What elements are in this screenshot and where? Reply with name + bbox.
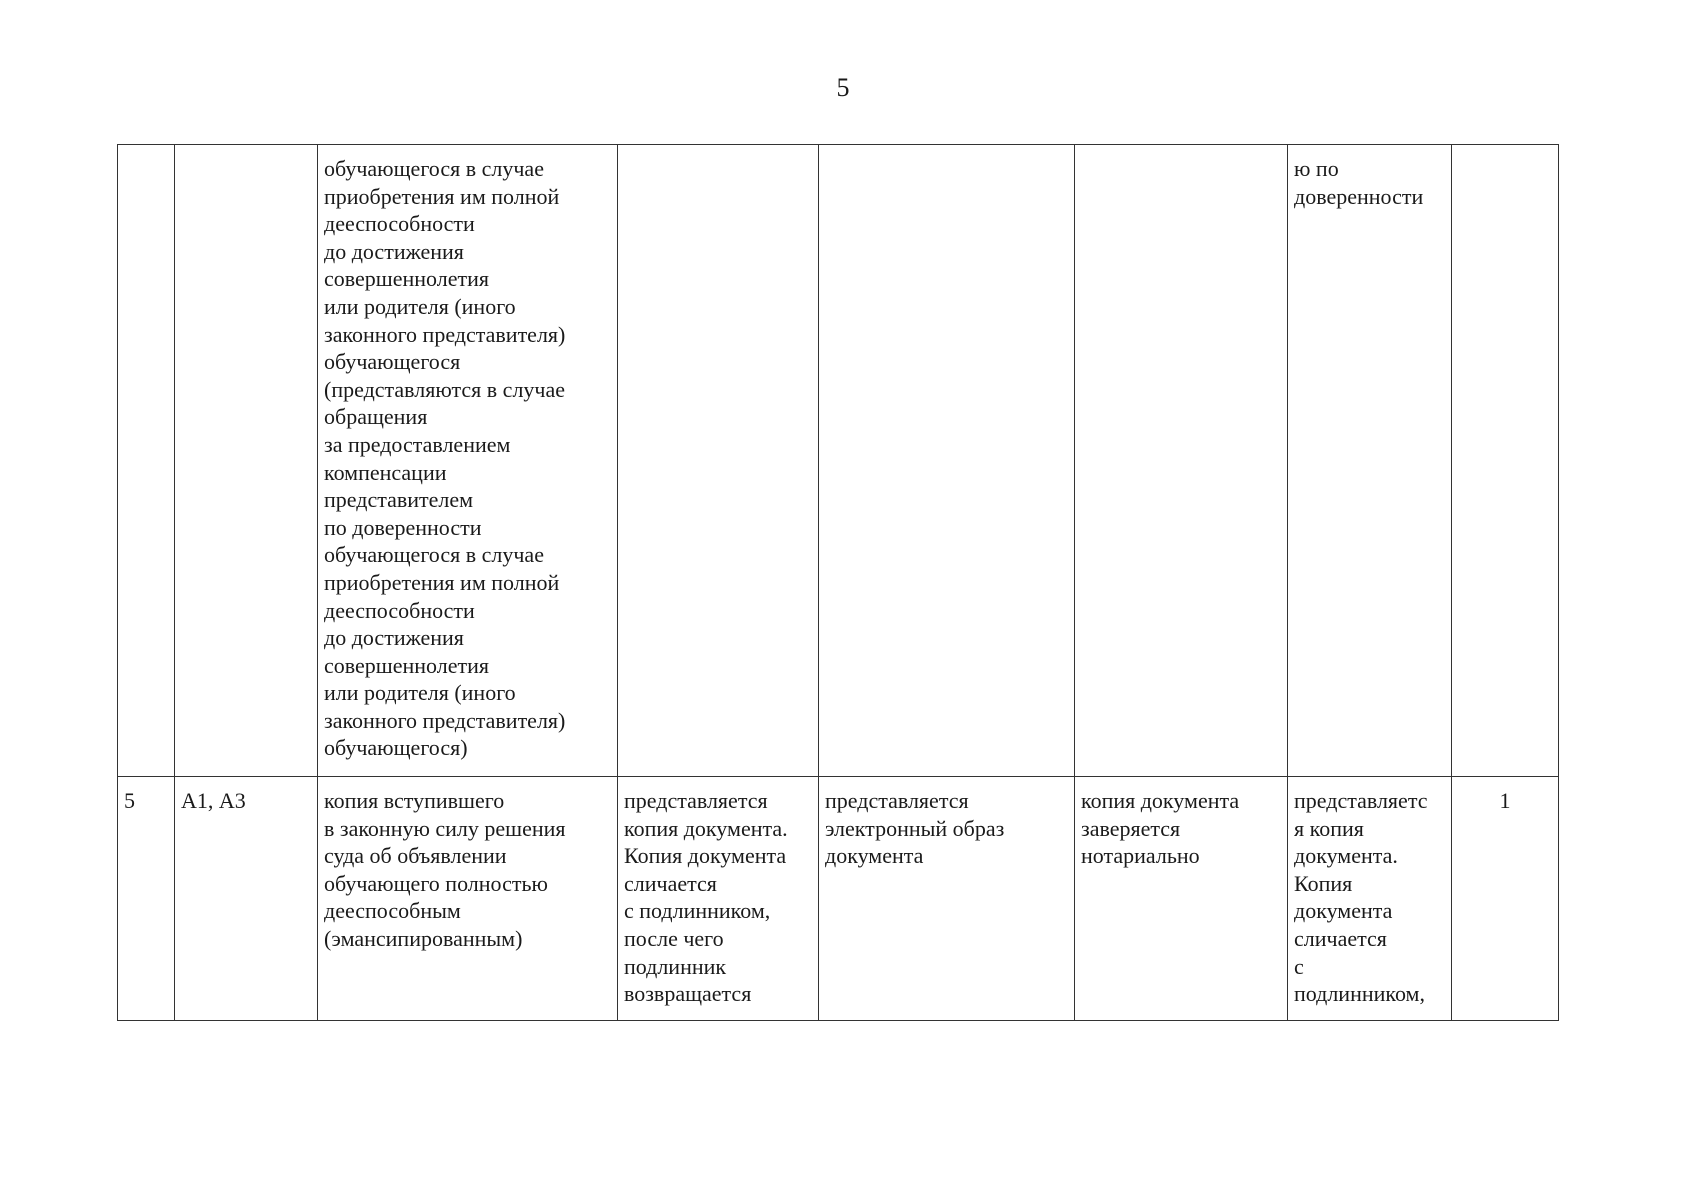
cell-category — [175, 145, 318, 777]
cell-electronic: представляется электронный образ документа — [819, 777, 1075, 1021]
cell-number: 5 — [118, 777, 175, 1021]
cell-category: А1, А3 — [175, 777, 318, 1021]
table-row-continuation — [118, 145, 1559, 777]
cell-in-person — [618, 145, 819, 777]
cell-count: 1 — [1452, 777, 1559, 1021]
cell-mfc: представляетс я копия документа. Копия документа сличается с подлинником, — [1288, 777, 1452, 1021]
cell-in-person: представляется копия документа. Копия документа сличается с подлинником, после чего подлинник возвращается — [618, 777, 819, 1021]
table-row — [118, 777, 1559, 1021]
cell-number — [118, 145, 175, 777]
cell-document-name: копия вступившего в законную силу решения суда об объявлении обучающего полностью дееспособным (эмансипированным) — [318, 777, 618, 1021]
page-number: 5 — [836, 73, 850, 102]
cell-mfc: ю по доверенности — [1288, 145, 1452, 777]
cell-count — [1452, 145, 1559, 777]
cell-electronic — [819, 145, 1075, 777]
requirements-table — [117, 144, 1559, 1021]
cell-by-mail: копия документа заверяется нотариально — [1075, 777, 1288, 1021]
cell-by-mail — [1075, 145, 1288, 777]
cell-document-name: обучающегося в случае приобретения им полной дееспособности до достижения совершеннолетия или родителя (иного законного представителя) обучающегося (представляются в случае обращения за предоставлением компенсации представителем по доверенности обучающегося в случае приобретения им полной дееспособности до достижения совершеннолетия или родителя (иного законного представителя) обучающегося) — [318, 145, 618, 777]
